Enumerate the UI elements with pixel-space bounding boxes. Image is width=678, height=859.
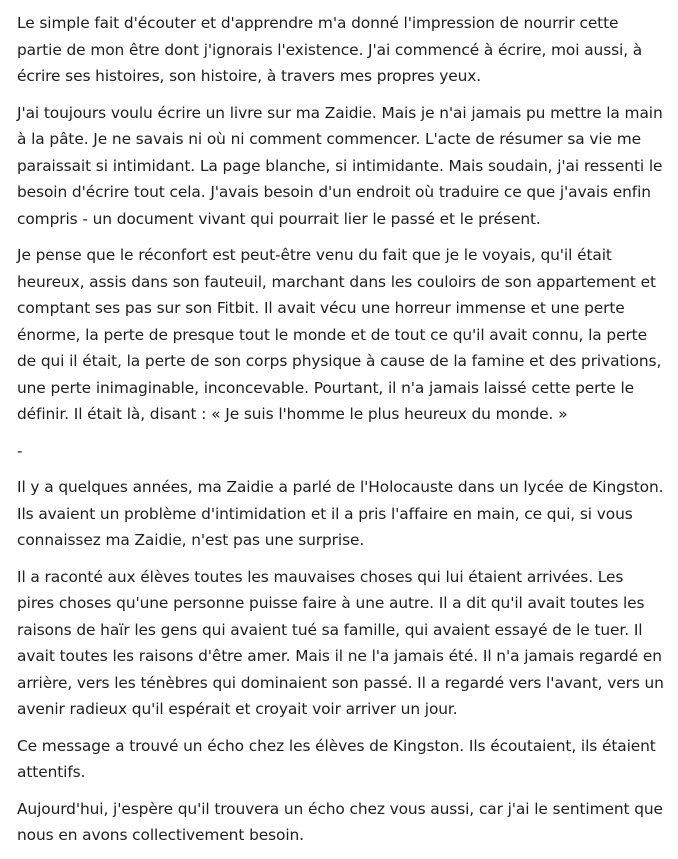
paragraph-7: Aujourd'hui, j'espère qu'il trouvera un écho chez vous aussi, car j'ai le sentiment que nous en avons collectivement besoin. bbox=[17, 799, 663, 844]
paragraph-6: Ce message a trouvé un écho chez les élèves de Kingston. Ils écoutaient, ils étaient attentifs. bbox=[17, 736, 656, 781]
paragraph-1: Le simple fait d'écouter et d'apprendre m'a donné l'impression de nourrir cette partie de mon être dont j'ignorais l'existence. J'ai commencé à écrire, moi aussi, à écrire ses histoires, son histoire, à travers mes propres yeux. bbox=[17, 14, 643, 85]
paragraph-4: Il y a quelques années, ma Zaidie a parlé de l'Holocauste dans un lycée de Kingston. Ils avaient un problème d'intimidation et il a pris l'affaire en main, ce qui, si vous connaissez ma Zaidie, n'est pas une surprise. bbox=[17, 478, 664, 549]
paragraph-3: Je pense que le réconfort est peut-être venu du fait que je le voyais, qu'il était heureux, assis dans son fauteuil, marchant dans les couloirs de son appartement et comptant ses pas sur son Fitbit. Il avait vécu une horreur immense et une perte énorme, la perte de presque tout le monde et de tout ce qu'il avait connu, la perte de qui il était, la perte de son corps physique à cause de la famine et des privations, une perte inimaginable, inconcevable. Pourtant, il n'a jamais laissé cette perte le définir. Il était là, disant : « Je suis l'homme le plus heureux du monde. » bbox=[17, 246, 662, 423]
document-body bbox=[17, 10, 665, 859]
paragraph-5: Il a raconté aux élèves toutes les mauvaises choses qui lui étaient arrivées. Les pires choses qu'une personne puisse faire à une autre. Il a dit qu'il avait toutes les raisons de haïr les gens qui avaient tué sa famille, qui avaient essayé de le tuer. Il avait toutes les raisons d'être amer. Mais il ne l'a jamais été. Il n'a jamais regardé en arrière, vers les ténèbres qui dominaient son passé. Il a regardé vers l'avant, vers un avenir radieux qu'il espérait et croyait voir arriver un jour. bbox=[17, 567, 664, 718]
paragraph-2: J'ai toujours voulu écrire un livre sur ma Zaidie. Mais je n'ai jamais pu mettre la main à la pâte. Je ne savais ni où ni comment commencer. L'acte de résumer sa vie me paraissait si intimidant. La page blanche, si intimidante. Mais soudain, j'ai ressenti le besoin d'écrire tout cela. J'avais besoin d'un endroit où traduire ce que j'avais enfin compris - un document vivant qui pourrait lier le passé et le présent. bbox=[17, 103, 663, 228]
section-separator: - bbox=[17, 441, 23, 460]
